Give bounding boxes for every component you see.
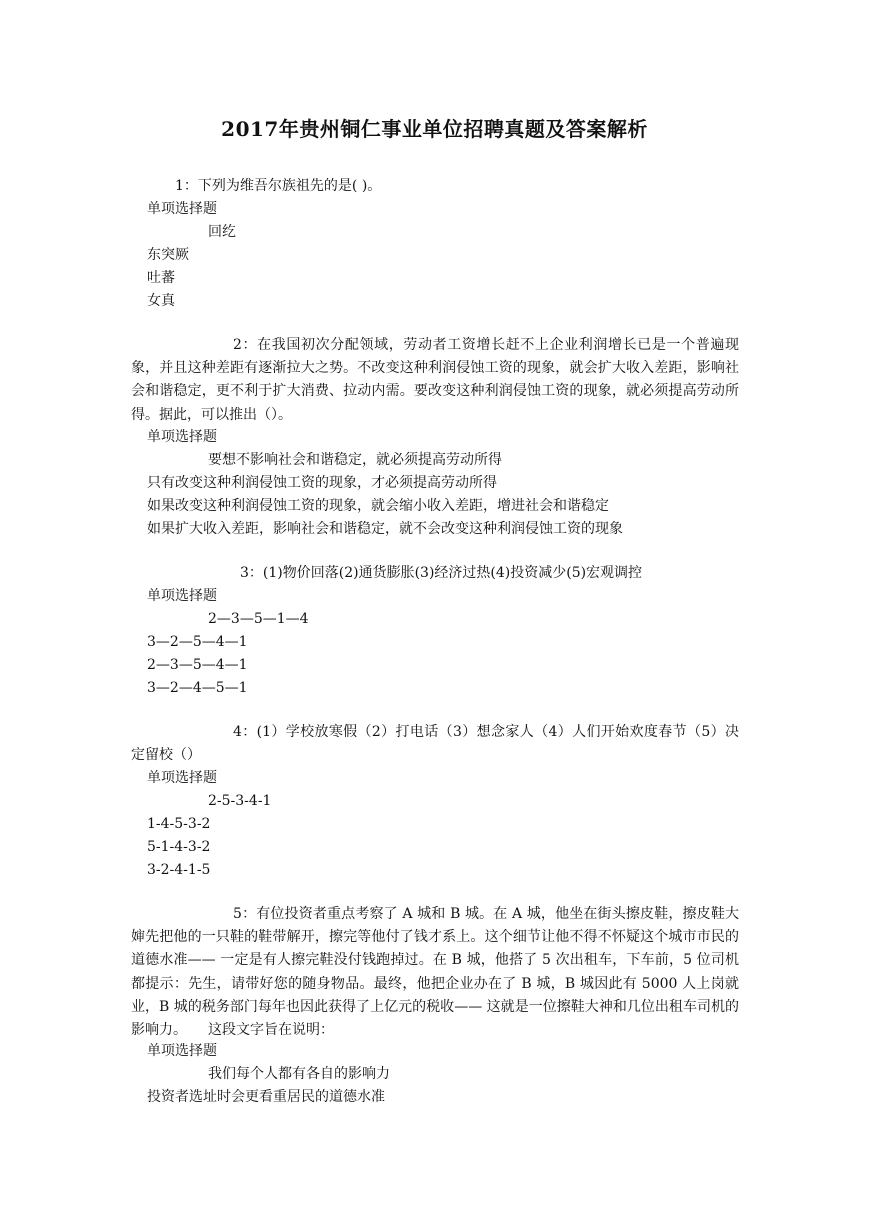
option-b: 只有改变这种利润侵蚀工资的现象，才必须提高劳动所得 [147, 475, 497, 491]
question-stem: 1：下列为维吾尔族祖先的是( )。 [175, 178, 382, 194]
option-a: 回纥 [208, 224, 236, 240]
option-a: 要想不影响社会和谐稳定，就必须提高劳动所得 [208, 452, 502, 468]
question-stem: 3：(1)物价回落(2)通货膨胀(3)经济过热(4)投资减少(5)宏观调控 [240, 565, 643, 581]
question-stem: 2：在我国初次分配领域，劳动者工资增长赶不上企业利润增长已是一个普遍现象，并且这种差距有逐渐拉大之势。不改变这种利润侵蚀工资的现象，就会扩大收入差距，影响社会和谐稳定，更不利于扩大消费、拉动内需。要改变这种利润侵蚀工资的现象，就必须提高劳动所得。据此，可以推出（）。 [131, 337, 739, 423]
option-d: 如果扩大收入差距，影响社会和谐稳定，就不会改变这种利润侵蚀工资的现象 [147, 521, 623, 537]
option-b: 东突厥 [147, 247, 189, 263]
document-title: 2017年贵州铜仁事业单位招聘真题及答案解析 [221, 117, 648, 141]
option-d: 女真 [147, 293, 175, 309]
question-type: 单项选择题 [147, 770, 217, 786]
question-stem: 5：有位投资者重点考察了 A 城和 B 城。在 A 城，他坐在街头擦皮鞋，擦皮鞋大婶先把他的一只鞋的鞋带解开，擦完等他付了钱才系上。这个细节让他不得不怀疑这个城市市民的道德水准—— 一定是有人擦完鞋没付钱跑掉过。在 B 城，他搭了 5 次出租车，下车前，5 位司机都提示：先生，请带好您的随身物品。最终，他把企业办在了 B 城，B 城因此有 5000 人上岗就业，B 城的税务部门每年也因此获得了上亿元的税收—— 这就是一位擦鞋大神和几位出租车司机的影响力。 这段文字旨在说明： [131, 906, 739, 1039]
question-type: 单项选择题 [147, 201, 217, 217]
option-b: 1-4-5-3-2 [147, 816, 211, 832]
option-b: 3—2—5—4—1 [147, 634, 248, 650]
option-a: 2-5-3-4-1 [208, 793, 272, 809]
question-stem: 4：(1）学校放寒假（2）打电话（3）想念家人（4）人们开始欢度春节（5）决定留校（） [131, 724, 739, 764]
question-type: 单项选择题 [147, 429, 217, 445]
option-d: 3—2—4—5—1 [147, 680, 248, 696]
option-b: 投资者选址时会更看重居民的道德水准 [147, 1089, 385, 1105]
option-c: 5-1-4-3-2 [147, 839, 211, 855]
option-c: 2—3—5—4—1 [147, 657, 248, 673]
option-d: 3-2-4-1-5 [147, 862, 211, 878]
option-a: 我们每个人都有各自的影响力 [208, 1066, 390, 1082]
option-a: 2—3—5—1—4 [208, 611, 309, 627]
question-type: 单项选择题 [147, 588, 217, 604]
option-c: 如果改变这种利润侵蚀工资的现象，就会缩小收入差距，增进社会和谐稳定 [147, 498, 609, 514]
option-c: 吐蕃 [147, 270, 175, 286]
question-type: 单项选择题 [147, 1043, 217, 1059]
